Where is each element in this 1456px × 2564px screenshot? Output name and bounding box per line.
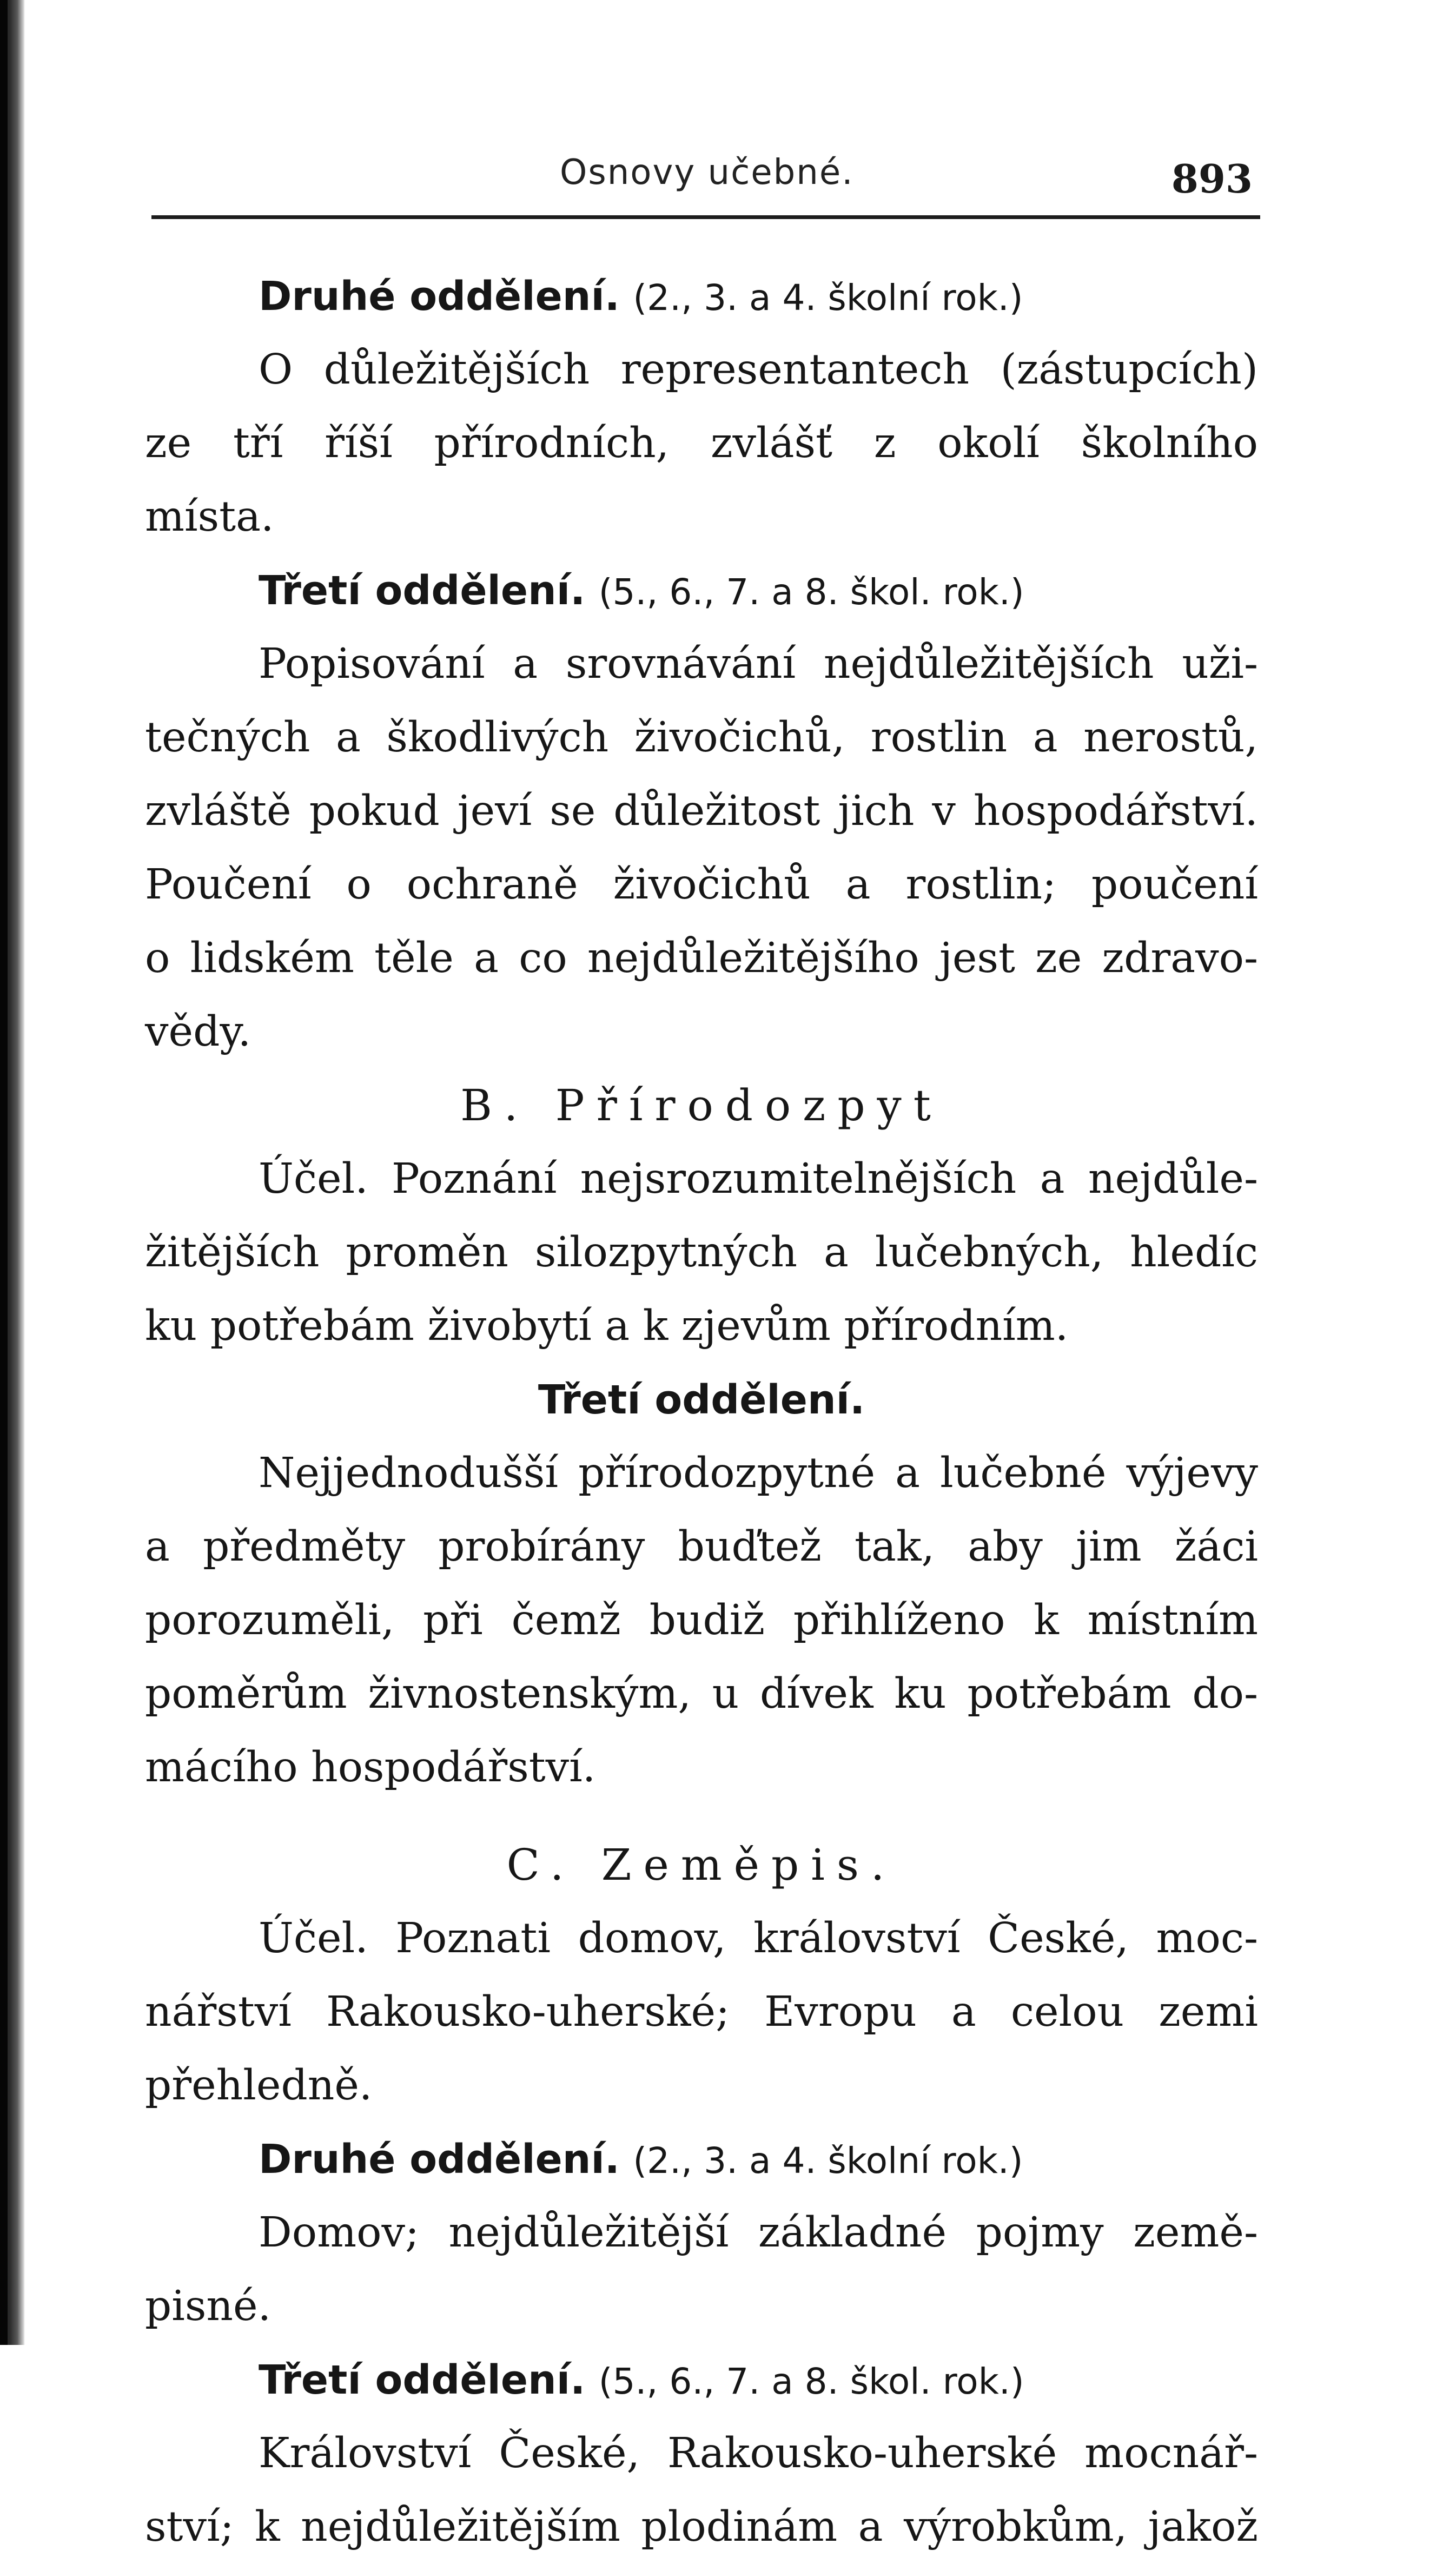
- text-line: poměrům živnostenským, u dívek ku potřebám do-: [145, 1670, 1258, 1718]
- subsection-heading: [145, 1363, 1258, 1437]
- text-line: ku potřebám živobytí a k zjevům přírodním.: [145, 1302, 1069, 1350]
- section-c-title: C. Zeměpis.: [506, 1840, 897, 1890]
- subsection-heading: [145, 554, 1258, 627]
- text-line: nářství Rakousko-uherské; Evropu a celou zemi: [145, 1988, 1258, 2036]
- text-line: Poučení o ochraně živočichů a rostlin; poučení: [145, 861, 1258, 909]
- text-line: přehledně.: [145, 2061, 373, 2110]
- school-years: (5., 6., 7. a 8. škol. rok.): [598, 571, 1024, 613]
- text-line: Účel. Poznání nejsrozumitelnějších a nejdůle-: [259, 1155, 1258, 1203]
- text-line: mácího hospodářství.: [145, 1743, 596, 1792]
- section-heading-label: Druhé oddělení.: [259, 2136, 620, 2183]
- page-number: 893: [1171, 156, 1253, 202]
- text-line: a předměty probírány buďtež tak, aby jim žáci: [145, 1523, 1258, 1571]
- section-title: [145, 1069, 1258, 1142]
- text-line: ství; k nejdůležitějším plodinám a výrobkům, jakož: [145, 2503, 1258, 2551]
- text-line: místa.: [145, 493, 274, 541]
- section-b-title: B. Přírodozpyt: [460, 1080, 943, 1131]
- subsection-heading: [145, 260, 1258, 333]
- text-line: o lidském těle a co nejdůležitějšího jest ze zdravo-: [145, 934, 1258, 982]
- section-heading-label: Třetí oddělení.: [259, 2357, 586, 2403]
- section-heading-label: Druhé oddělení.: [259, 273, 620, 320]
- section-heading-label: Třetí oddělení.: [259, 567, 586, 614]
- section-title: [145, 1828, 1258, 1902]
- page-text: [145, 260, 1258, 2564]
- text-line: Království České, Rakousko-uherské mocnář-: [259, 2429, 1258, 2477]
- text-line: pisné.: [145, 2282, 272, 2330]
- running-title: Osnovy učebné.: [560, 153, 854, 193]
- header-rule: [151, 215, 1260, 219]
- text-line: Popisování a srovnávání nejdůležitějších uži-: [259, 640, 1258, 688]
- text-line: tečných a škodlivých živočichů, rostlin a nerostů,: [145, 713, 1258, 762]
- text-line: Domov; nejdůležitější základné pojmy země-: [259, 2209, 1258, 2257]
- page-header: [151, 146, 1260, 206]
- text-line: Nejjednodušší přírodozpytné a lučebné výjevy: [259, 1449, 1258, 1497]
- text-line: O důležitějších representantech (zástupcích): [259, 346, 1258, 394]
- school-years: (5., 6., 7. a 8. škol. rok.): [598, 2361, 1024, 2402]
- text-line: porozuměli, při čemž budiž přihlíženo k místním: [145, 1596, 1258, 1644]
- section-heading-label: Třetí oddělení.: [538, 1377, 865, 1423]
- page-binding-edge: [0, 0, 8, 2345]
- text-line: ze tří říší přírodních, zvlášť z okolí školního: [145, 419, 1258, 467]
- text-line: Účel. Poznati domov, království České, moc-: [259, 1914, 1258, 1962]
- school-years: (2., 3. a 4. školní rok.): [633, 2140, 1023, 2182]
- subsection-heading: [145, 2343, 1258, 2417]
- subsection-heading: [145, 2123, 1258, 2196]
- text-line: žitějších proměn silozpytných a lučebných, hledíc: [145, 1228, 1258, 1277]
- school-years: (2., 3. a 4. školní rok.): [633, 277, 1023, 319]
- text-line: vědy.: [145, 1008, 252, 1056]
- text-line: zvláště pokud jeví se důležitost jich v hospodářství.: [145, 787, 1258, 835]
